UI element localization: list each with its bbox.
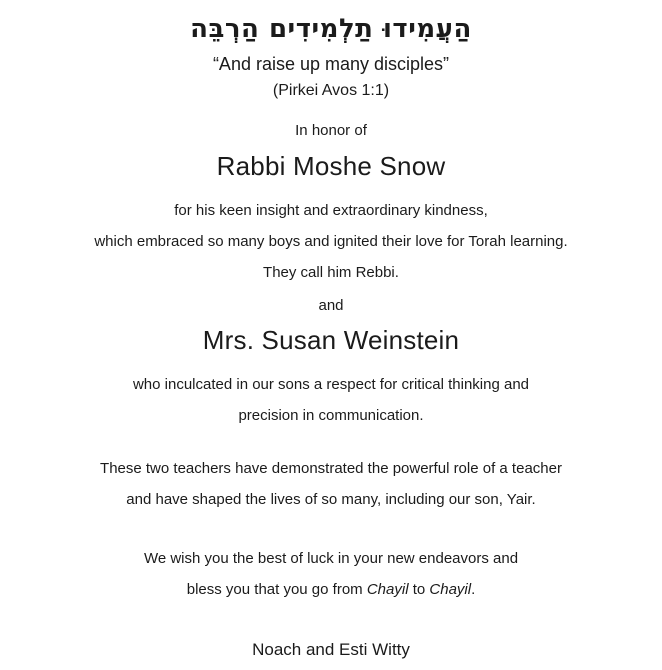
hebrew-title: הַעֲמִידוּ תַלְמִידִים הַרְבֵּה xyxy=(190,14,472,44)
blessing-text-part: to xyxy=(408,581,430,598)
citation: (Pirkei Avos 1:1) xyxy=(272,82,390,99)
translation-quote: “And raise up many disciples” xyxy=(212,54,450,74)
blessing-text-part: bless you that you go from xyxy=(186,581,367,598)
tribute-group-2 xyxy=(0,369,662,431)
summary-line: and have shaped the lives of so many, including our son, Yair. xyxy=(126,491,536,508)
intro-line: In honor of xyxy=(295,122,367,139)
tribute-line: They call him Rebbi. xyxy=(263,264,399,281)
signature: Noach and Esti Witty xyxy=(252,640,410,659)
blessing-text-part: . xyxy=(471,581,476,598)
honoree-name-1: Rabbi Moshe Snow xyxy=(216,151,446,181)
honoree-name-2: Mrs. Susan Weinstein xyxy=(202,325,460,355)
blessing-paragraph xyxy=(0,543,662,605)
tribute-group-1 xyxy=(0,195,662,288)
blessing-italic-chayil: Chayil xyxy=(366,581,409,598)
summary-line: These two teachers have demonstrated the powerful role of a teacher xyxy=(100,460,562,477)
tribute-line: which embraced so many boys and ignited their love for Torah learning. xyxy=(94,233,568,250)
tribute-line: who inculcated in our sons a respect for critical thinking and xyxy=(132,376,530,393)
blessing-italic-chayil: Chayil xyxy=(429,581,472,598)
blessing-line: We wish you the best of luck in your new endeavors and xyxy=(143,550,519,567)
summary-paragraph xyxy=(0,453,662,515)
tribute-line: for his keen insight and extraordinary kindness, xyxy=(174,202,488,219)
blessing-line-mixed xyxy=(0,574,662,605)
tribute-line: precision in communication. xyxy=(238,407,424,424)
connector-and: and xyxy=(318,297,344,314)
